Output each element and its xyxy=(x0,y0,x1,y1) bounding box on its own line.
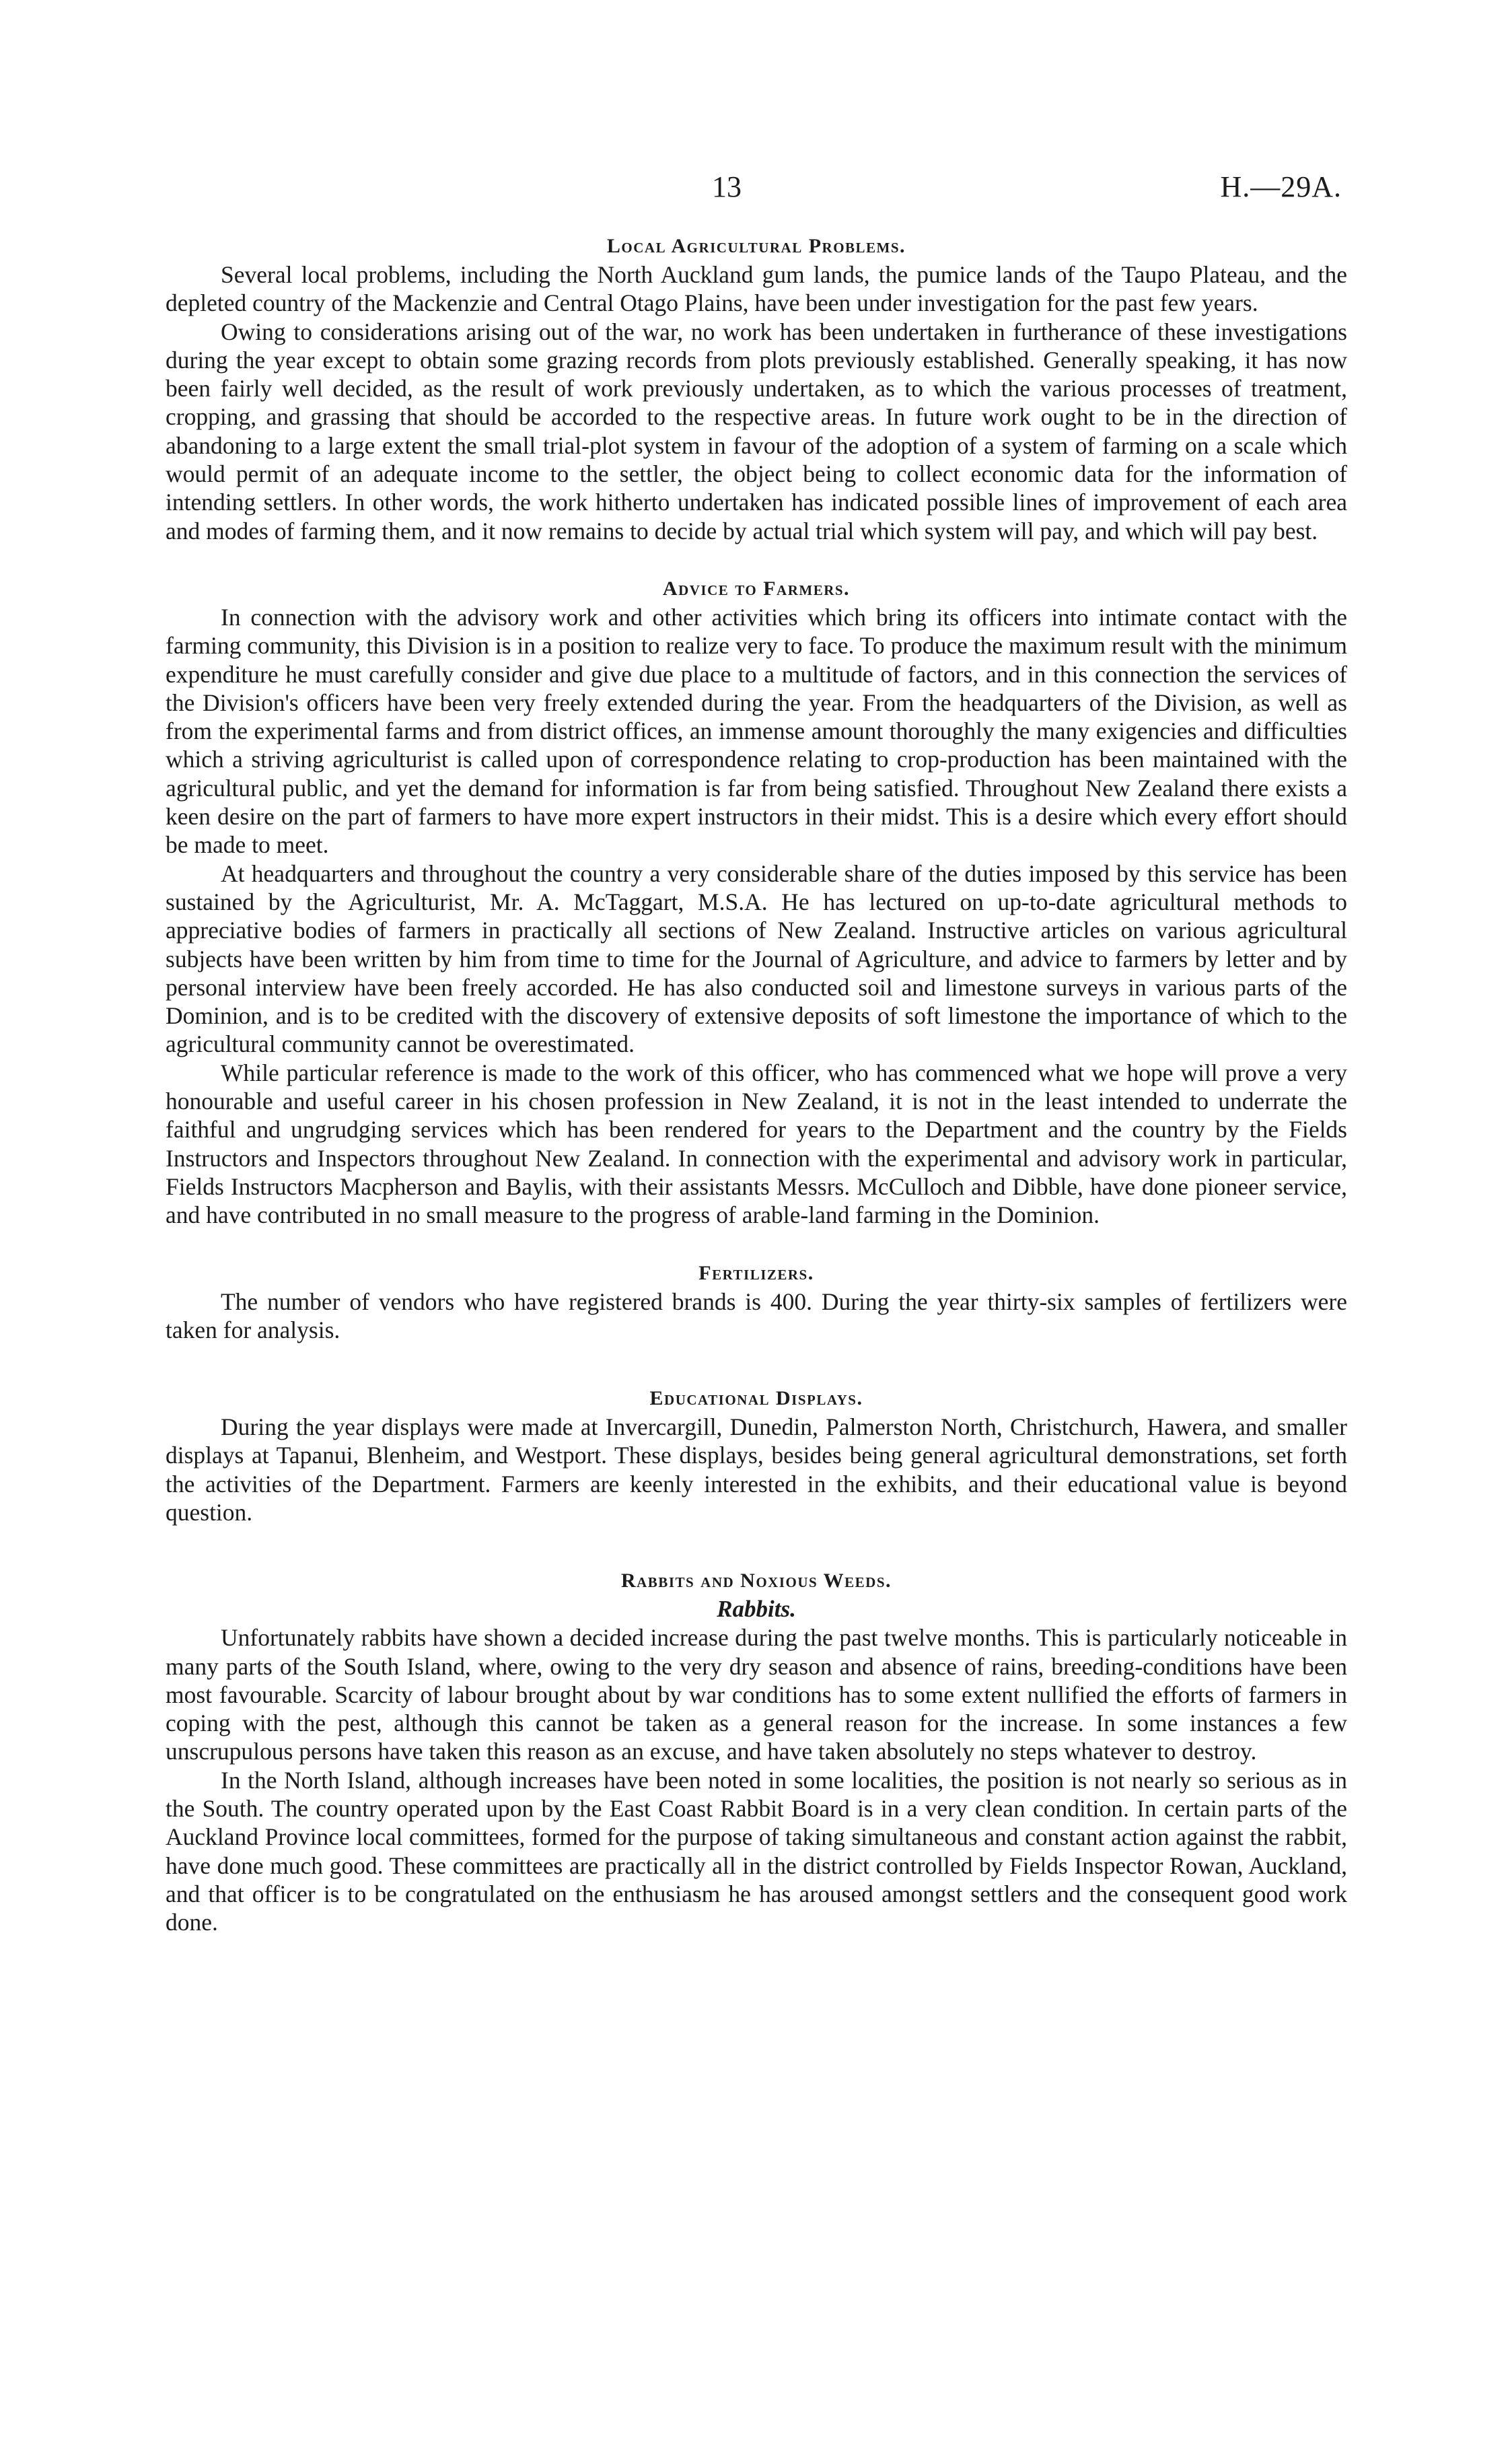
section-heading: Fertilizers. xyxy=(698,1261,814,1284)
section-advice-to-farmers xyxy=(166,575,1347,1230)
paragraph: In the North Island, although increases have been noted in some localities, the position is not nearly so serious as in the South. The country operated upon by the East Coast Rabbit Board is in a very clean condition. In certain parts of the Auckland Province local committees, formed for the purpose of taking simultaneous and constant action against the rabbit, have done much good. These committees are practically all in the district controlled by Fields Inspector Rowan, Auckland, and that officer is to be congratulated on the enthusiasm he has aroused amongst settlers and the consequent good work done. xyxy=(166,1766,1347,1936)
page-header xyxy=(0,170,1510,217)
paragraph: In connection with the advisory work and other activities which bring its officers into intimate contact with the farming community, this Division is in a position to realize very to face. To produce the maximum result with the minimum expenditure he must carefully consider and give due place to a multitude of factors, and in this connection the services of the Division's officers have been very freely extended during the year. From the headquarters of the Division, as well as from the experimental farms and from district offices, an immense amount thoroughly the many exigencies and difficulties which a striving agriculturist is called upon of correspondence relating to crop-production has been maintained with the agricultural public, and yet the demand for information is far from being satisfied. Throughout New Zealand there exists a keen desire on the part of farmers to have more expert instructors in their midst. This is a desire which every effort should be made to meet. xyxy=(166,603,1347,859)
section-heading: Educational Displays. xyxy=(649,1387,863,1410)
section-heading: Advice to Farmers. xyxy=(662,577,851,600)
paragraph: At headquarters and throughout the country a very considerable share of the duties imposed by this service has been sustained by the Agriculturist, Mr. A. McTaggart, M.S.A. He has lectured on up-to-date agricultural methods to appreciative bodies of farmers in practically all sections of New Zealand. Instructive articles on various agricultural subjects have been written by him from time to time for the Journal of Agriculture, and advice to farmers by letter and by personal interview have been freely accorded. He has also conducted soil and limestone surveys in various parts of the Dominion, and is to be credited with the discovery of extensive deposits of soft limestone the importance of which to the agricultural community cannot be overestimated. xyxy=(166,859,1347,1058)
page-number: 13 xyxy=(712,170,742,203)
section-educational-displays xyxy=(166,1384,1347,1526)
section-fertilizers xyxy=(166,1259,1347,1345)
page-body xyxy=(166,232,1347,1937)
document-reference: H.—29A. xyxy=(1220,170,1342,203)
paragraph: Unfortunately rabbits have shown a decided increase during the past twelve months. This is particularly noticeable in many parts of the South Island, where, owing to the very dry season and absence of rains, breeding-conditions have been most favourable. Scarcity of labour brought about by war conditions has to some extent nullified the efforts of farmers in coping with the pest, although this cannot be taken as a general reason for the increase. In some instances a few unscrupulous persons have taken this reason as an excuse, and have taken absolutely no steps whatever to destroy. xyxy=(166,1624,1347,1765)
paragraph: The number of vendors who have registered brands is 400. During the year thirty-six samples of fertilizers were taken for analysis. xyxy=(166,1288,1347,1343)
section-rabbits-and-noxious-weeds xyxy=(166,1567,1347,1936)
paragraph: While particular reference is made to the work of this officer, who has commenced what we hope will prove a very honourable and useful career in his chosen profession in New Zealand, it is not in the least intended to underrate the faithful and ungrudging services which has been rendered for years to the Department and the country by the Fields Instructors and Inspectors throughout New Zealand. In connection with the experimental and advisory work in particular, Fields Instructors Macpherson and Baylis, with their assistants Messrs. McCulloch and Dibble, have done pioneer service, and have contributed in no small measure to the progress of arable-land farming in the Dominion. xyxy=(166,1059,1347,1229)
section-local-agricultural-problems xyxy=(166,232,1347,545)
paragraph: Several local problems, including the North Auckland gum lands, the pumice lands of the Taupo Plateau, and the depleted country of the Mackenzie and Central Otago Plains, have been under investigation for the past few years. xyxy=(166,261,1347,317)
subheading: Rabbits. xyxy=(717,1596,796,1623)
section-heading: Rabbits and Noxious Weeds. xyxy=(620,1570,892,1592)
section-heading: Local Agricultural Problems. xyxy=(606,235,906,257)
paragraph: Owing to considerations arising out of the war, no work has been undertaken in furtherance of these investigations during the year except to obtain some grazing records from plots previously established. Generally speaking, it has now been fairly well decided, as the result of work previously undertaken, as to which the various processes of treatment, cropping, and grassing that should be accorded to the respective areas. In future work ought to be in the direction of abandoning to a large extent the small trial-plot system in favour of the adoption of a system of farming on a scale which would permit of an adequate income to the settler, the object being to collect economic data for the information of intending settlers. In other words, the work hitherto undertaken has indicated possible lines of improvement of each area and modes of farming them, and it now remains to decide by actual trial which system will pay, and which will pay best. xyxy=(166,318,1347,544)
paragraph: During the year displays were made at Invercargill, Dunedin, Palmerston North, Christchurch, Hawera, and smaller displays at Tapanui, Blenheim, and Westport. These displays, besides being general agricultural demonstrations, set forth the activities of the Department. Farmers are keenly interested in the exhibits, and their educational value is beyond question. xyxy=(166,1413,1347,1526)
